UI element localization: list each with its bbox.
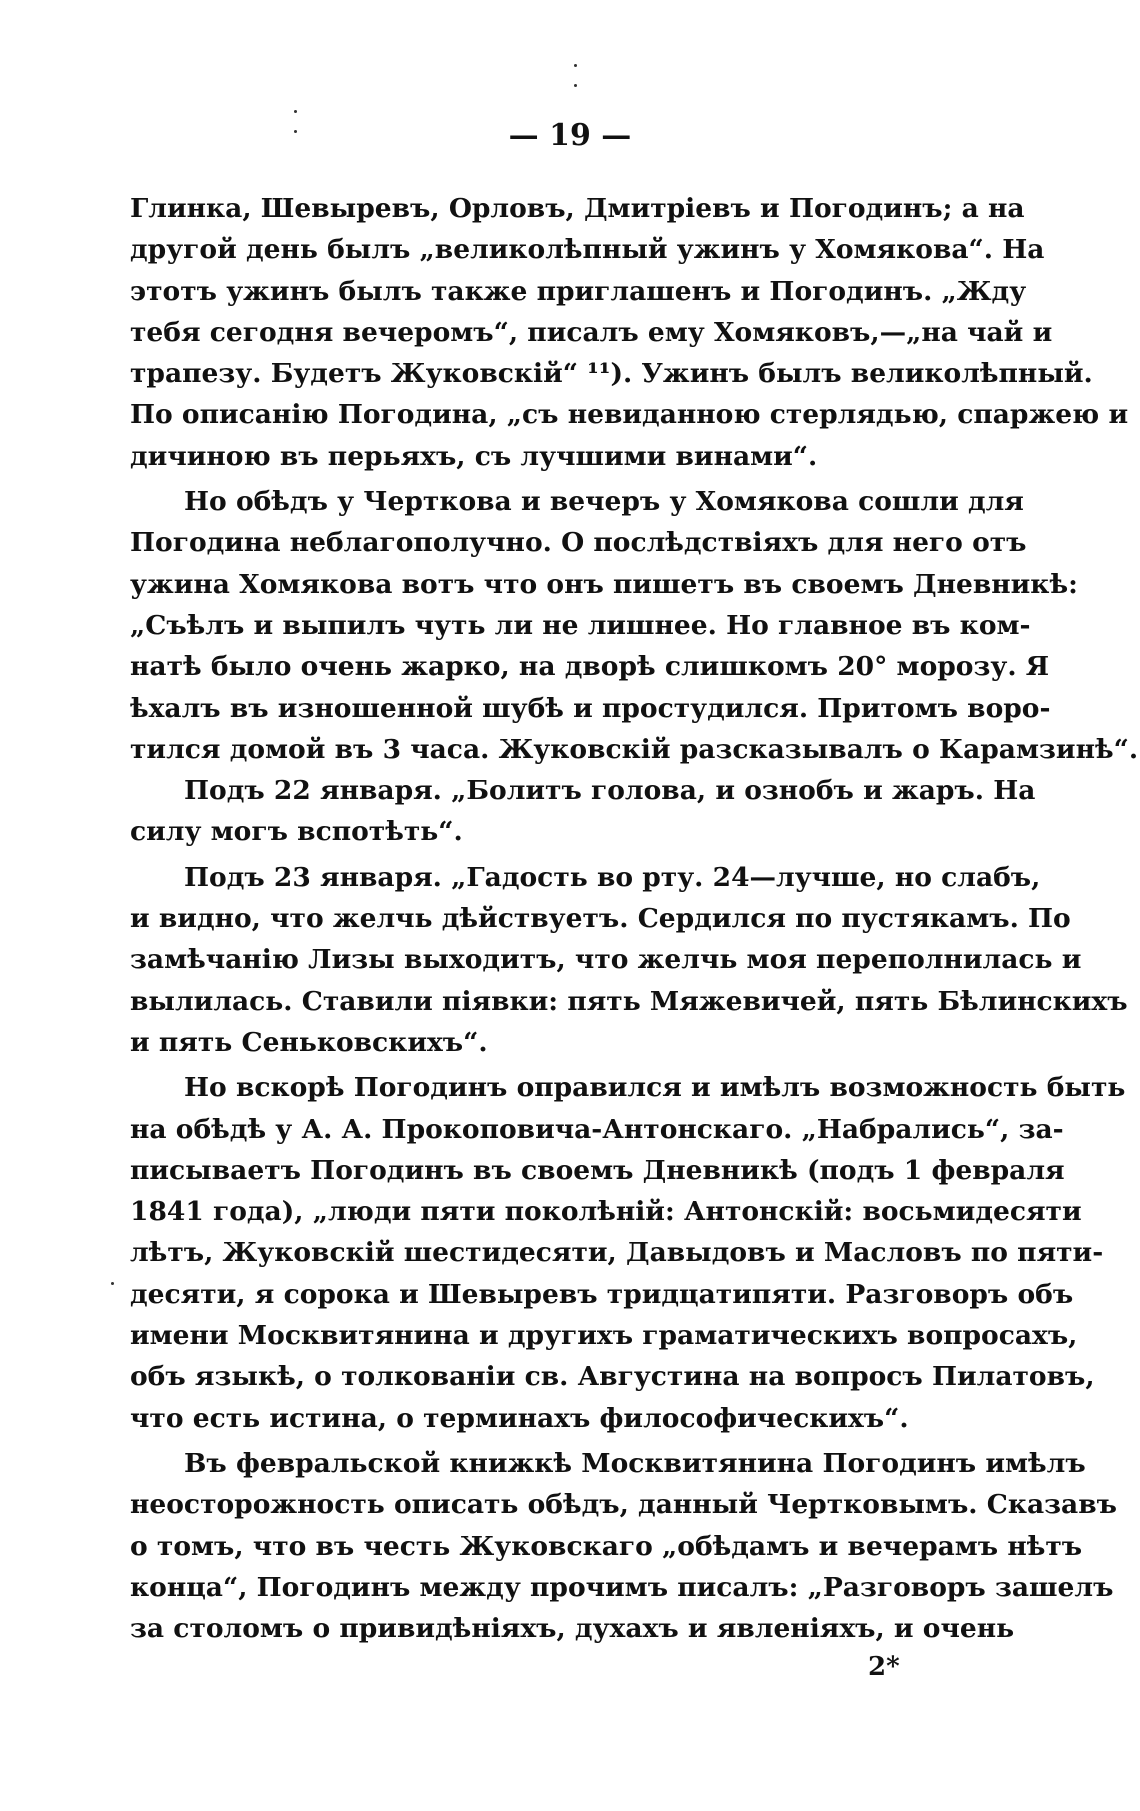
text-line: и пять Сеньковскихъ“. xyxy=(130,1026,488,1058)
text-line: По описанію Погодина, „съ невиданною стерлядью, спаржею и xyxy=(130,399,1129,431)
text-line: на обѣдѣ у А. А. Прокоповича-Антонскаго. „Набрались“, за- xyxy=(130,1113,1064,1145)
text-line: натѣ было очень жарко, на дворѣ слишкомъ 20° морозу. Я xyxy=(130,651,1050,683)
text-line: конца“, Погодинъ между прочимъ писалъ: „Разговоръ зашелъ xyxy=(130,1571,1114,1603)
text-line: Глинка, Шевыревъ, Орловъ, Дмитріевъ и Погодинъ; а на xyxy=(130,193,1025,224)
text-line: имени Москвитянина и другихъ граматическихъ вопросахъ, xyxy=(130,1320,1078,1352)
text-line: десяти, я сорока и Шевыревъ тридцатипяти. Разговоръ объ xyxy=(130,1278,1074,1310)
text-line: тебя сегодня вечеромъ“, писалъ ему Хомяковъ,—„на чай и xyxy=(130,316,1053,348)
text-line: другой день былъ „великолѣпный ужинъ у Хомякова“. На xyxy=(130,234,1045,266)
text-line: писываетъ Погодинъ въ своемъ Дневникѣ (подъ 1 февраля xyxy=(130,1154,1065,1186)
scan-speck xyxy=(294,110,297,113)
text-line: лѣтъ, Жуковскій шестидесяти, Давыдовъ и Масловъ по пяти- xyxy=(130,1237,1104,1269)
text-line: о томъ, что въ честь Жуковскаго „обѣдамъ и вечерамъ нѣтъ xyxy=(130,1530,1083,1562)
text-line: Подъ 23 января. „Гадость во рту. 24—лучше, но слабъ, xyxy=(184,861,1041,893)
text-line: Но обѣдъ у Черткова и вечеръ у Хомякова сошли для xyxy=(184,486,1024,518)
scan-speck xyxy=(294,130,297,133)
text-line: замѣчанію Лизы выходитъ, что желчь моя переполнилась и xyxy=(130,944,1082,976)
text-line: неосторожность описать обѣдъ, данный Чертковымъ. Сказавъ xyxy=(130,1489,1117,1521)
text-line: „Съѣлъ и выпилъ чуть ли не лишнее. Но главное въ ком- xyxy=(130,609,1031,641)
text-line: ѣхалъ въ изношенной шубѣ и простудился. Притомъ воро- xyxy=(130,692,1051,724)
text-line: тился домой въ 3 часа. Жуковскій разсказывалъ о Карамзинѣ“. xyxy=(130,733,1139,765)
text-line: и видно, что желчь дѣйствуетъ. Сердился по пустякамъ. По xyxy=(130,903,1071,935)
text-line: Погодина неблагополучно. О послѣдствіяхъ для него отъ xyxy=(130,527,1027,559)
text-line: Но вскорѣ Погодинъ оправился и имѣлъ возможность быть xyxy=(184,1072,1126,1104)
page-number: — 19 — xyxy=(508,118,632,153)
scan-speck xyxy=(574,84,577,87)
text-line: ужина Хомякова вотъ что онъ пишетъ въ своемъ Дневникѣ: xyxy=(130,568,1078,600)
text-line: за столомъ о привидѣніяхъ, духахъ и явленіяхъ, и очень xyxy=(130,1613,1015,1645)
text-line: Въ февральской книжкѣ Москвитянина Погодинъ имѣлъ xyxy=(184,1447,1086,1479)
scan-speck xyxy=(574,64,577,67)
text-line: что есть истина, о терминахъ философическихъ“. xyxy=(130,1402,909,1434)
text-line: 1841 года), „люди пяти поколѣній: Антонскій: восьмидесяти xyxy=(130,1196,1082,1228)
text-line: объ языкѣ, о толкованіи св. Августина на вопросъ Пилатовъ, xyxy=(130,1361,1095,1393)
signature-mark: 2* xyxy=(868,1652,900,1682)
text-line: дичиною въ перьяхъ, съ лучшими винами“. xyxy=(130,440,818,472)
text-line: силу могъ вспотѣть“. xyxy=(130,816,463,848)
scan-speck xyxy=(111,1282,114,1285)
text-line: вылилась. Ставили піявки: пять Мяжевичей, пять Бѣлинскихъ xyxy=(130,985,1128,1017)
text-line: этотъ ужинъ былъ также приглашенъ и Погодинъ. „Жду xyxy=(130,275,1027,307)
body-text xyxy=(130,188,1139,1649)
text-line: Подъ 22 января. „Болитъ голова, и ознобъ и жаръ. На xyxy=(184,775,1036,807)
text-line: трапезу. Будетъ Жуковскій“ ¹¹). Ужинъ былъ великолѣпный. xyxy=(130,358,1093,390)
